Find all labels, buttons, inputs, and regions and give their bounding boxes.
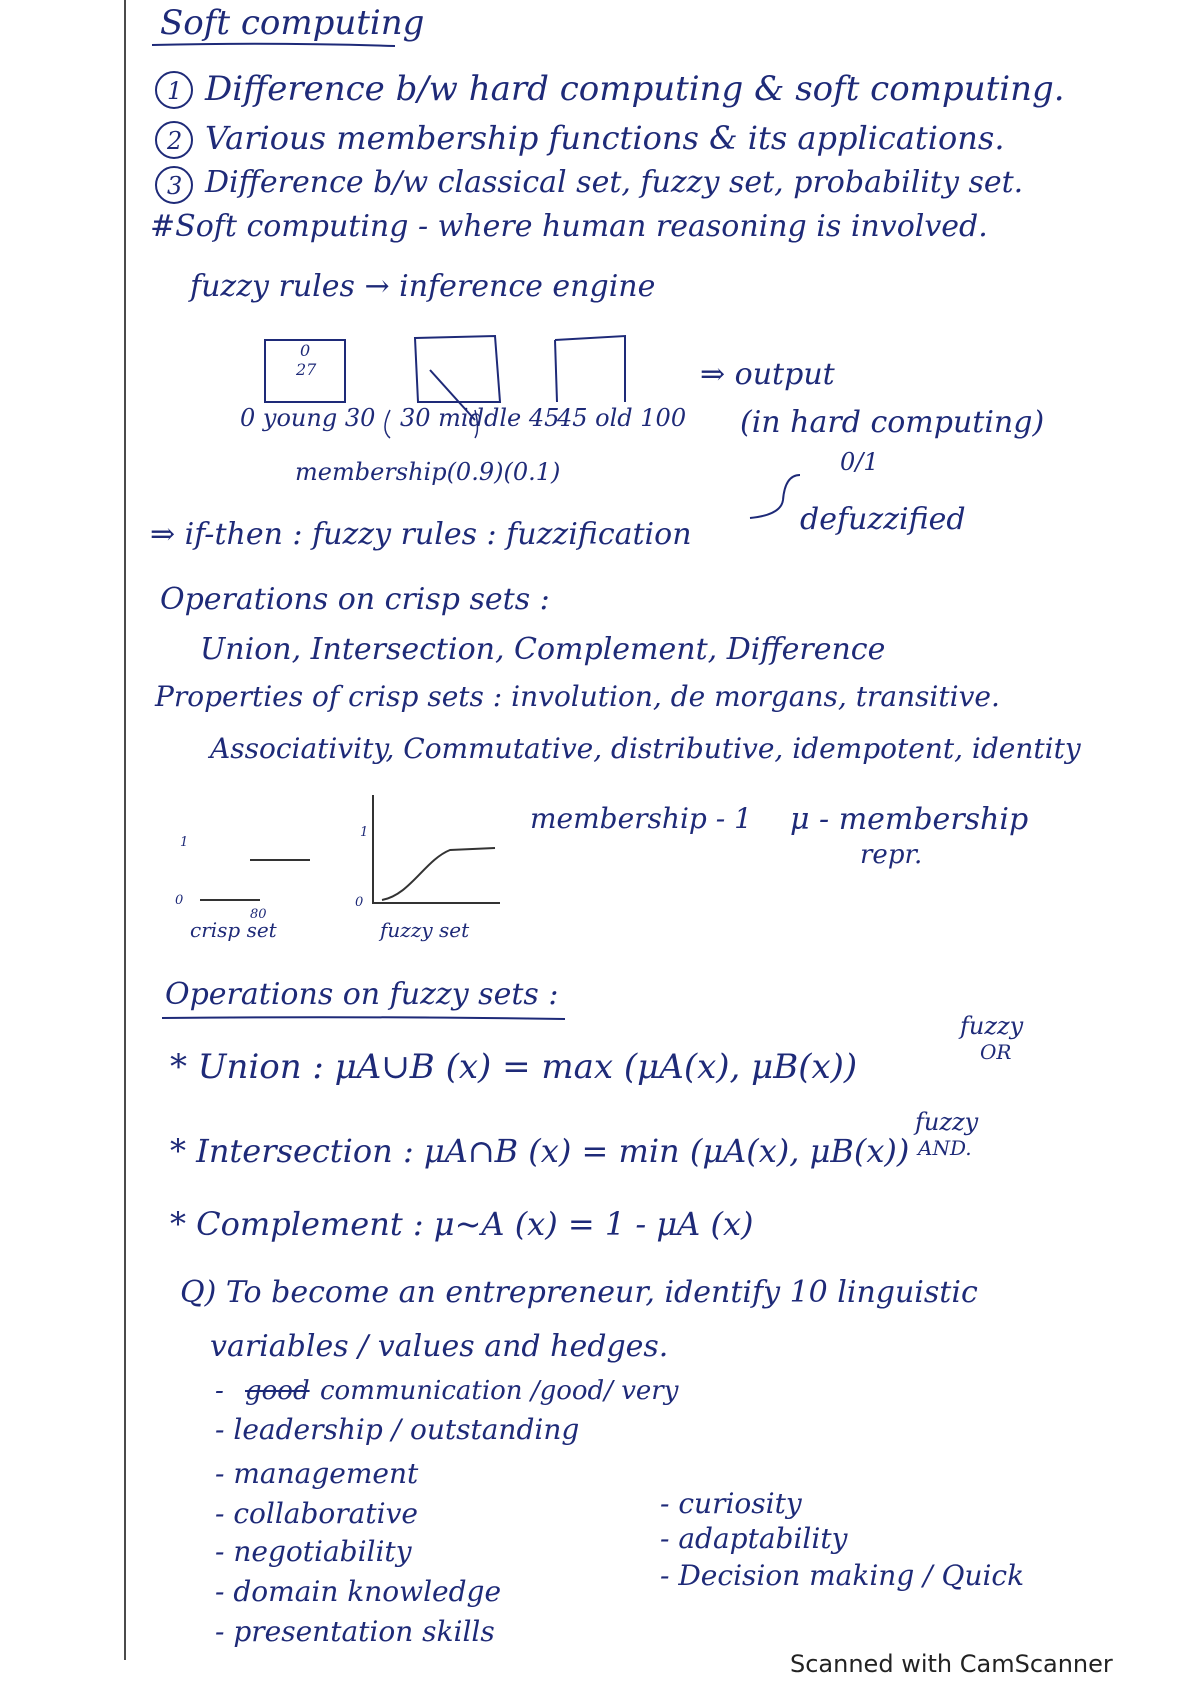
entrepreneur-question-2: variables / values and hedges. <box>210 1329 669 1364</box>
membership-values: membership(0.9)(0.1) <box>295 458 561 486</box>
fuzzy-complement: * Complement : μ~A (x) = 1 - μA (x) <box>170 1205 754 1243</box>
fuzzy-y-one: 1 <box>360 825 369 840</box>
output-note: (in hard computing) <box>740 405 1045 440</box>
fuzzy-set-label: fuzzy set <box>380 918 470 942</box>
crisp-ops-list: Union, Intersection, Complement, Difference <box>200 632 886 667</box>
soft-computing-note: #Soft computing - where human reasoning is involved. <box>150 209 988 244</box>
crisp-properties-2: Associativity, Commutative, distributive, idempotent, identity <box>210 732 1081 765</box>
box1-top-value: 0 <box>300 341 311 360</box>
list1-item-5: - negotiability <box>215 1535 412 1568</box>
mu-membership-note: μ - membership <box>790 802 1029 837</box>
list2-item-2: - adaptability <box>660 1522 848 1555</box>
membership-arrow-note: membership - 1 <box>530 802 752 835</box>
if-then-line: ⇒ if-then : fuzzy rules : fuzzification <box>150 517 692 552</box>
page-title: Soft computing <box>160 3 425 43</box>
crisp-ops-title: Operations on crisp sets : <box>160 582 550 617</box>
fuzzy-ops-title: Operations on fuzzy sets : <box>165 977 559 1012</box>
binary-values: 0/1 <box>840 448 879 476</box>
mu-repr-note: repr. <box>860 840 923 870</box>
crisp-vs-fuzzy-graph <box>170 790 530 930</box>
list2-item-1: - curiosity <box>660 1487 802 1520</box>
question-3-number: 3 <box>167 172 183 200</box>
crisp-y-zero: 0 <box>175 893 184 908</box>
question-2-number: 2 <box>167 127 183 155</box>
fuzzy-rules-line: fuzzy rules → inference engine <box>190 269 656 304</box>
question-1: Difference b/w hard computing & soft computing. <box>205 69 1065 109</box>
question-2: Various membership functions & its applications. <box>205 119 1005 157</box>
inter-tag-fuzzy: fuzzy <box>915 1108 979 1136</box>
list1-item-3: - management <box>215 1457 419 1490</box>
union-tag-fuzzy: fuzzy <box>960 1012 1024 1040</box>
box1-mid-value: 27 <box>296 360 317 379</box>
fuzzy-union: * Union : μA∪B (x) = max (μA(x), μB(x)) <box>170 1047 858 1087</box>
defuzzified-label: defuzzified <box>800 502 966 537</box>
list1-item-4: - collaborative <box>215 1497 418 1530</box>
inter-tag-and: AND. <box>918 1136 972 1160</box>
title-underline <box>150 40 400 48</box>
output-label: ⇒ output <box>700 357 835 392</box>
fuzzy-y-zero: 0 <box>355 895 364 910</box>
list1-item-1: communication /good/ very <box>320 1376 679 1406</box>
crisp-properties-1: Properties of crisp sets : involution, de morgans, transitive. <box>155 680 1000 713</box>
question-1-number: 1 <box>167 77 183 105</box>
crisp-x-mark: 80 <box>250 907 267 922</box>
list1-item-6: - domain knowledge <box>215 1575 502 1608</box>
fuzzy-intersection: * Intersection : μA∩B (x) = min (μA(x), μB(x)) <box>170 1132 910 1170</box>
defuzz-arrow <box>745 470 805 530</box>
label-young: 0 young 30 <box>240 404 376 432</box>
question-3: Difference b/w classical set, fuzzy set, probability set. <box>205 165 1024 200</box>
scanner-watermark: Scanned with CamScanner <box>790 1650 1113 1678</box>
list1-item-7: - presentation skills <box>215 1615 495 1648</box>
fuzzy-ops-underline <box>160 1014 570 1022</box>
list1-item-1-struck: good <box>245 1376 310 1406</box>
list1-item-2: - leadership / outstanding <box>215 1413 580 1446</box>
label-middle: 30 middle 45 <box>400 404 560 432</box>
union-tag-or: OR <box>980 1040 1012 1064</box>
margin-line <box>124 0 126 1660</box>
list1-item-1-dash: - <box>215 1376 224 1406</box>
crisp-set-label: crisp set <box>190 918 277 942</box>
crisp-y-one: 1 <box>180 835 189 850</box>
entrepreneur-question-1: Q) To become an entrepreneur, identify 10 linguistic <box>180 1275 978 1310</box>
label-old: 45 old 100 <box>557 404 687 432</box>
list2-item-3: - Decision making / Quick <box>660 1559 1025 1592</box>
